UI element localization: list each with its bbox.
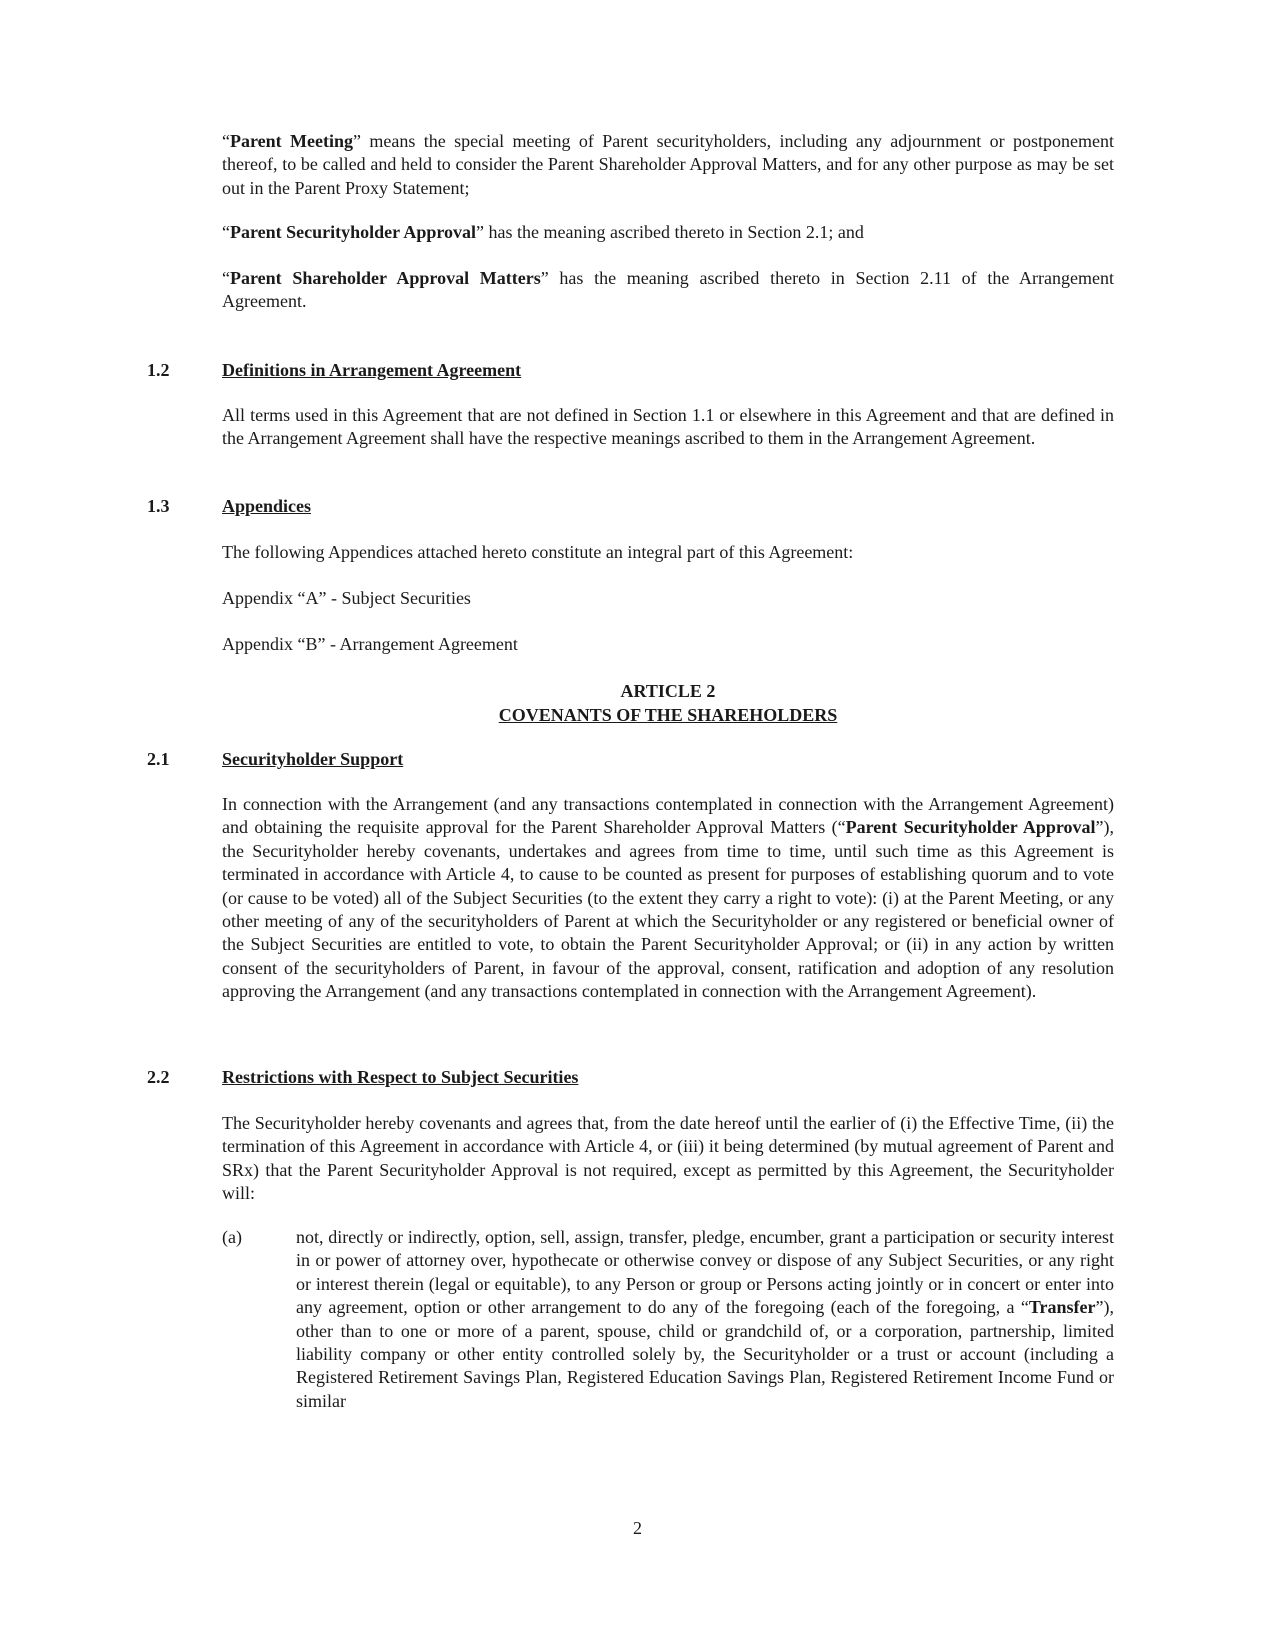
appendix-b: Appendix “B” - Arrangement Agreement xyxy=(222,634,518,654)
section-number: 2.1 xyxy=(147,749,170,769)
definition-parent-securityholder-approval: “Parent Securityholder Approval” has the meaning ascribed thereto in Section 2.1; and xyxy=(222,222,864,242)
list-item-label: (a) xyxy=(222,1227,242,1247)
section-title: Definitions in Arrangement Agreement xyxy=(222,360,522,380)
appendix-a: Appendix “A” - Subject Securities xyxy=(222,588,471,608)
article-heading xyxy=(222,679,1114,727)
body-text: ”), other than to one or more of a parent, spouse, child or grandchild of, or a corporation, partnership, limited liability company or other entity controlled solely by, the Securityholder or a trust or account (including a Registered Retirement Savings Plan, Registered Education Savings Plan, Registered Retirement Income Fund or similar xyxy=(296,1297,1114,1411)
section-body: All terms used in this Agreement that are not defined in Section 1.1 or elsewhere in this Agreement and that are defined in the Arrangement Agreement shall have the respective meanings ascribed to them in the Arrangement Agreement. xyxy=(222,405,1114,449)
body-text: In connection with the Arrangement (and any transactions contemplated in connection with the Arrangement Agreement) and obtaining the requisite approval for the Parent Shareholder Approval Matters (“ xyxy=(222,794,1114,838)
section-body xyxy=(222,793,1114,1004)
definition-parent-meeting: “Parent Meeting” means the special meeting of Parent securityholders, including any adjournment or postponement thereof, to be called and held to consider the Parent Shareholder Approval Matters, and for any other purpose as may be set out in the Parent Proxy Statement; xyxy=(222,131,1114,198)
body-text: not, directly or indirectly, option, sell, assign, transfer, pledge, encumber, grant a participation or security interest in or power of attorney over, hypothecate or otherwise convey or dispose of any Subject Securities, or any right or interest therein (legal or equitable), to any Person or group or Persons acting jointly or in concert or enter into any agreement, option or other arrangement to do any of the foregoing (each of the foregoing, a “ xyxy=(296,1227,1114,1318)
defined-term: Parent Securityholder Approval xyxy=(230,222,477,242)
definition-parent-shareholder-approval-matters: “Parent Shareholder Approval Matters” has the meaning ascribed thereto in Section 2.11 of the Arrangement Agreement. xyxy=(222,268,1114,312)
section-body: The Securityholder hereby covenants and agrees that, from the date hereof until the earlier of (i) the Effective Time, (ii) the termination of this Agreement in accordance with Article 4, or (iii) it being determined (by mutual agreement of Parent and SRx) that the Parent Securityholder Approval is not required, except as permitted by this Agreement, the Securityholder will: xyxy=(222,1113,1114,1204)
section-title: Appendices xyxy=(222,496,312,516)
body-text: ”), the Securityholder hereby covenants, undertakes and agrees from time to time, until such time as this Agreement is terminated in accordance with Article 4, to cause to be counted as present for purposes of establishing quorum and to vote (or cause to be voted) all of the Subject Securities (to the extent they carry a right to vote): (i) at the Parent Meeting, or any other meeting of any of the securityholders of Parent at which the Securityholder or any registered or beneficial owner of the Subject Securities are entitled to vote, to obtain the Parent Securityholder Approval; or (ii) in any action by written consent of the securityholders of Parent, in favour of the approval, consent, ratification and adoption of any resolution approving the Arrangement (and any transactions contemplated in connection with the Arrangement Agreement). xyxy=(222,817,1114,1002)
article-number: ARTICLE 2 xyxy=(620,681,716,701)
section-title: Securityholder Support xyxy=(222,749,404,769)
section-body: The following Appendices attached hereto constitute an integral part of this Agreement: xyxy=(222,542,854,562)
defined-term: Parent Shareholder Approval Matters xyxy=(230,268,541,288)
page-number: 2 xyxy=(633,1518,642,1538)
section-number: 1.3 xyxy=(147,496,170,516)
section-title: Restrictions with Respect to Subject Securities xyxy=(222,1067,579,1087)
defined-term: Parent Meeting xyxy=(230,131,354,151)
article-title: COVENANTS OF THE SHAREHOLDERS xyxy=(498,705,838,725)
definition-text: has the meaning ascribed thereto in Section 2.1; and xyxy=(484,222,864,242)
section-number: 2.2 xyxy=(147,1067,170,1087)
definition-text: has the meaning ascribed thereto in Section 2.11 of the Arrangement Agreement. xyxy=(222,268,1114,312)
section-number: 1.2 xyxy=(147,360,170,380)
definition-text: means the special meeting of Parent securityholders, including any adjournment or postponement thereof, to be called and held to consider the Parent Shareholder Approval Matters, and for any other purpose as may be set out in the Parent Proxy Statement; xyxy=(222,131,1114,198)
list-item-text xyxy=(296,1226,1114,1413)
defined-term: Parent Securityholder Approval xyxy=(845,817,1096,838)
defined-term: Transfer xyxy=(1028,1297,1096,1318)
